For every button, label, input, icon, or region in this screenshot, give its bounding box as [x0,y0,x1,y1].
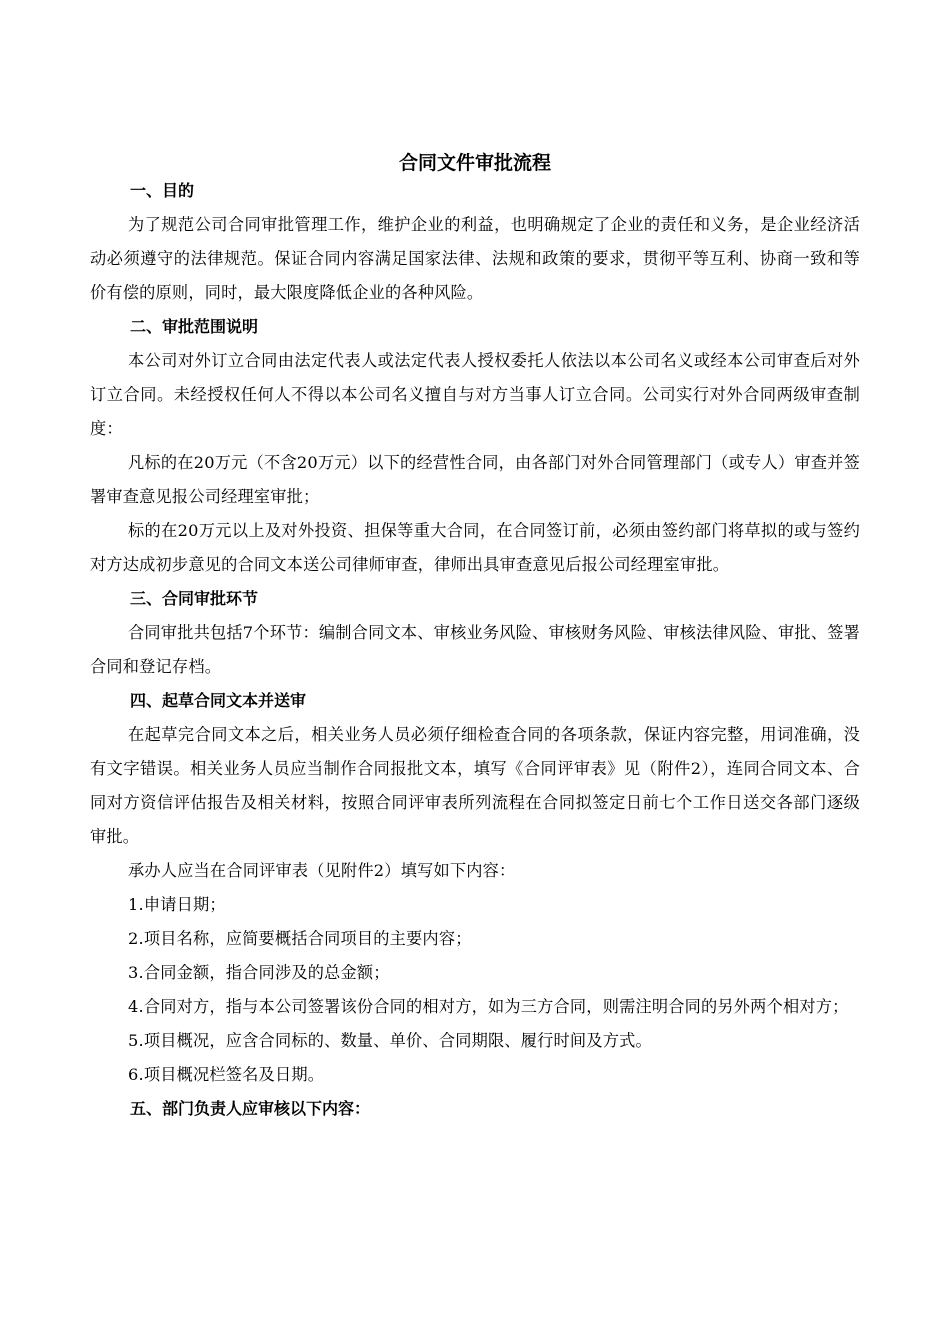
section-heading-scope: 二、审批范围说明 [130,317,259,336]
paragraph: 为了规范公司合同审批管理工作，维护企业的利益，也明确规定了企业的责任和义务，是企业经济活动必须遵守的法律规范。保证合同内容满足国家法律、法规和政策的要求，贯彻平等互利、协商一致和等价有偿的原则，同时，最大限度降低企业的各种风险。 [90,215,860,302]
section-heading-steps: 三、合同审批环节 [130,589,259,608]
list-item: 4.合同对方，指与本公司签署该份合同的相对方，如为三方合同，则需注明合同的另外两个相对方； [128,997,849,1016]
list-item: 6.项目概况栏签名及日期。 [128,1065,325,1084]
paragraph: 合同审批共包括7个环节：编制合同文本、审核业务风险、审核财务风险、审核法律风险、审批、签署合同和登记存档。 [90,623,860,676]
document-title: 合同文件审批流程 [398,152,551,174]
list-item: 3.合同金额，指合同涉及的总金额； [128,963,390,982]
list-item: 2.项目名称，应简要概括合同项目的主要内容； [128,929,472,948]
document-body [90,174,860,1126]
section-heading-purpose: 一、目的 [130,181,195,200]
list-item: 5.项目概况，应含合同标的、数量、单价、合同期限、履行时间及方式。 [128,1031,652,1050]
paragraph: 承办人应当在合同评审表（见附件2）填写如下内容： [128,861,516,880]
list-item: 1.申请日期； [128,895,226,914]
paragraph: 在起草完合同文本之后，相关业务人员必须仔细检查合同的各项条款，保证内容完整，用词准确，没有文字错误。相关业务人员应当制作合同报批文本，填写《合同评审表》见（附件2），连同合同文本、合同对方资信评估报告及相关材料，按照合同评审表所列流程在合同拟签定日前七个工作日送交各部门逐级审批。 [90,725,860,846]
section-heading-drafting: 四、起草合同文本并送审 [130,691,307,710]
paragraph: 凡标的在20万元（不含20万元）以下的经营性合同，由各部门对外合同管理部门（或专人）审查并签署审查意见报公司经理室审批； [90,453,860,506]
paragraph: 标的在20万元以上及对外投资、担保等重大合同，在合同签订前，必须由签约部门将草拟的或与签约对方达成初步意见的合同文本送公司律师审查，律师出具审查意见后报公司经理室审批。 [90,521,860,574]
paragraph: 本公司对外订立合同由法定代表人或法定代表人授权委托人依法以本公司名义或经本公司审查后对外订立合同。未经授权任何人不得以本公司名义擅自与对方当事人订立合同。公司实行对外合同两级审查制度： [90,351,860,438]
section-heading-review: 五、部门负责人应审核以下内容： [130,1099,371,1118]
